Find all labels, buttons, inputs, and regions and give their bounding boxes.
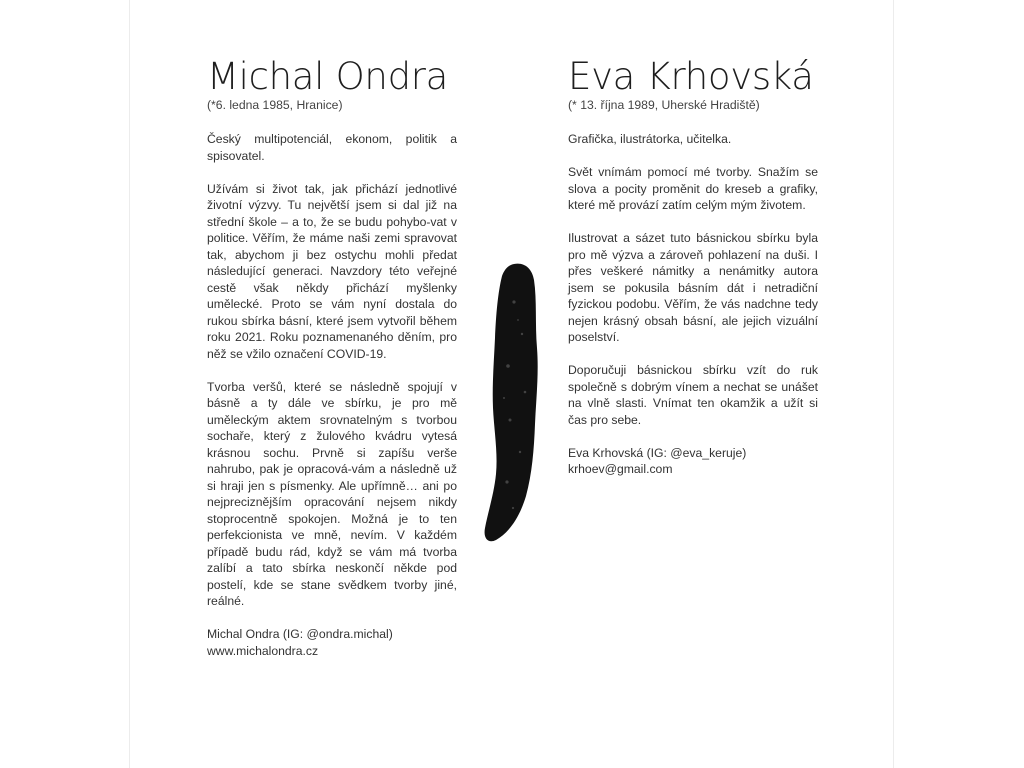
author-bio-paragraph: Ilustrovat a sázet tuto básnickou sbírku byla pro mě výzva a zároveň pohlazení na duši. I přes veškeré námitky a nenámitky autora jsem se pokusila básním dát i netradiční fyzickou podobu. Věřím, že vás nadchne tedy nejen krásný obsah básní, ale jejich vizuální poselství. (568, 231, 818, 344)
author-birth-info: (*6. ledna 1985, Hranice) (207, 98, 343, 112)
author-bio-paragraph: Grafička, ilustrátorka, učitelka. (568, 132, 732, 146)
author-signature: Michal Ondra (IG: @ondra.michal) (207, 627, 393, 641)
author-name: Michal Ondra (207, 55, 449, 98)
author-email: krhoev@gmail.com (568, 462, 673, 476)
author-name: Eva Krhovská (568, 55, 814, 98)
ink-brush-stroke-icon (480, 262, 540, 544)
author-signature: Eva Krhovská (IG: @eva_keruje) (568, 445, 747, 460)
author-column-eva-krhovska (568, 57, 818, 478)
author-column-michal-ondra (207, 57, 457, 659)
author-bio-paragraph: Tvorba veršů, které se následně spojují v básně a ty dále ve sbírku, je pro mě uměleckým aktem srovnatelným s tvorbou sochaře, který z žulového kvádru vytesá krásnou sochu. Prvně si zapíšu verše nahrubo, pak je opracová-vám a následně už si hraji jen s písmenky. Ale upřímně… ani po nejpreciznějším opracování nejsem nikdy stoprocentně spokojen. Možná je to ten perfekcionista ve mně, nevím. V každém případě budu rád, když se vám má tvorba zalíbí a tato sbírka neskončí někde pod postelí, kde se stane svědkem tvorby jiné, reálné. (207, 379, 457, 608)
author-website: www.michalondra.cz (207, 643, 319, 658)
author-bio-paragraph: Užívám si život tak, jak přichází jednotlivé životní výzvy. Tu největší jsem si dal již na střední škole – a to, že se budu pohybo-vat v politice. Věřím, že máme naši zemi spravovat tak, abychom ji bez ostychu mohli předat následující generaci. Navzdory této veřejné cestě však někdy přichází myšlenky umělecké. Proto se vám nyní dostala do rukou sbírka básní, které jsem vytvořil během roku 2021. Roku poznamenaného děním, pro něž se vžilo označení COVID-19. (207, 181, 457, 361)
book-spread-page (129, 0, 894, 768)
author-birth-info: (* 13. října 1989, Uherské Hradiště) (568, 98, 760, 112)
author-bio-paragraph: Doporučuji básnickou sbírku vzít do ruk společně s dobrým vínem a nechat se unášet na vlně slasti. Vnímat ten okamžik a užít si čas pro sebe. (568, 363, 818, 427)
author-bio-paragraph: Český multipotenciál, ekonom, politik a spisovatel. (207, 132, 457, 163)
author-bio-paragraph: Svět vnímám pomocí mé tvorby. Snažím se slova a pocity proměnit do kreseb a grafiky, které mě provází zatím celým mým životem. (568, 165, 818, 212)
